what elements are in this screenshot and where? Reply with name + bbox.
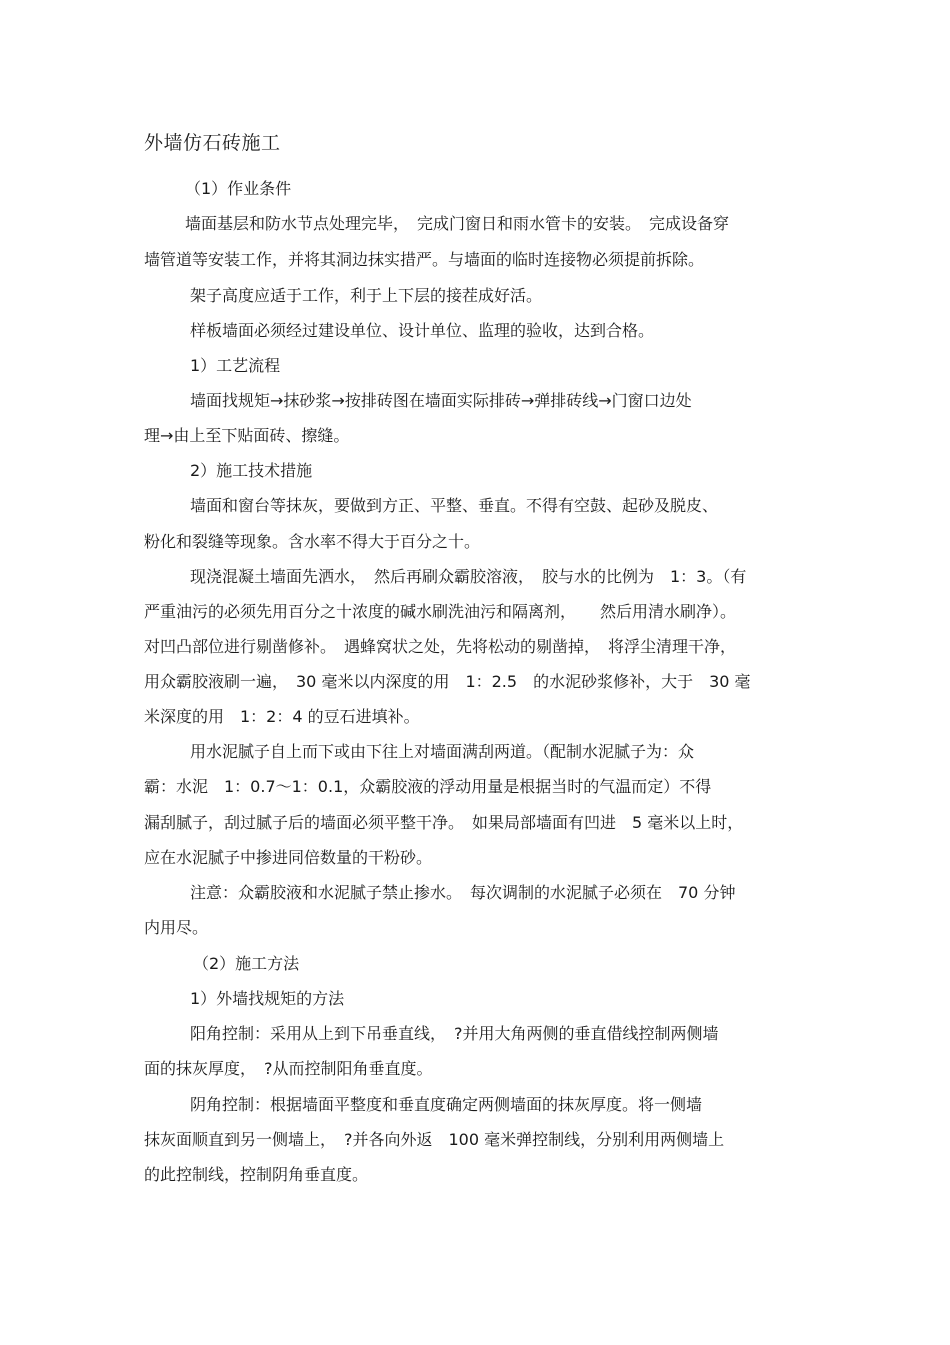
paragraph-line: 现浇混凝土墙面先洒水， 然后再刷众霸胶溶液， 胶与水的比例为 1：3。（有	[190, 567, 747, 586]
page-title: 外墙仿石砖施工	[144, 132, 281, 154]
paragraph-line: 粉化和裂缝等现象。含水率不得大于百分之十。	[144, 532, 481, 551]
paragraph-line: 墙面找规矩→抹砂浆→按排砖图在墙面实际排砖→弹排砖线→门窗口边处	[190, 391, 692, 410]
subsection-heading: 2）施工技术措施	[190, 461, 313, 480]
paragraph-line: 阳角控制：采用从上到下吊垂直线， ?并用大角两侧的垂直借线控制两侧墙	[190, 1024, 719, 1043]
paragraph-line: 墙管道等安装工作，并将其洞边抹实措严。与墙面的临时连接物必须提前拆除。	[144, 250, 705, 269]
paragraph-line: 用众霸胶液刷一遍， 30 毫米以内深度的用 1：2.5 的水泥砂浆修补，大于 30 毫	[144, 672, 751, 691]
paragraph-line: 内用尽。	[144, 918, 209, 937]
paragraph-line: 抹灰面顺直到另一侧墙上， ?并各向外返 100 毫米弹控制线，分别利用两侧墙上	[144, 1130, 725, 1149]
paragraph-line: 对凹凸部位进行剔凿修补。 遇蜂窝状之处，先将松动的剔凿掉， 将浮尘清理干净，	[144, 637, 737, 656]
section-heading: （1）作业条件	[185, 179, 292, 198]
paragraph-line: 面的抹灰厚度， ?从而控制阳角垂直度。	[144, 1059, 433, 1078]
paragraph-line: 墙面基层和防水节点处理完毕， 完成门窗日和雨水管卡的安装。 完成设备穿	[185, 214, 730, 233]
paragraph-line: 漏刮腻子，刮过腻子后的墙面必须平整干净。 如果局部墙面有凹进 5 毫米以上时，	[144, 813, 744, 832]
paragraph-line: 用水泥腻子自上而下或由下往上对墙面满刮两道。（配制水泥腻子为：众	[190, 742, 695, 761]
paragraph-line: 墙面和窗台等抹灰，要做到方正、平整、垂直。不得有空鼓、起砂及脱皮、	[190, 496, 719, 515]
paragraph-line: 米深度的用 1：2：4 的豆石进填补。	[144, 707, 420, 726]
paragraph-line: 的此控制线，控制阴角垂直度。	[144, 1165, 369, 1184]
paragraph-line: 严重油污的必须先用百分之十浓度的碱水刷洗油污和隔离剂， 然后用清水刷净）。	[144, 602, 737, 621]
paragraph-line: 样板墙面必须经过建设单位、设计单位、监理的验收，达到合格。	[190, 321, 655, 340]
paragraph-line: 应在水泥腻子中掺进同倍数量的干粉砂。	[144, 848, 433, 867]
paragraph-line: 注意：众霸胶液和水泥腻子禁止掺水。 每次调制的水泥腻子必须在 70 分钟	[190, 883, 736, 902]
subsection-heading: 1）外墙找规矩的方法	[190, 989, 345, 1008]
paragraph-line: 阴角控制：根据墙面平整度和垂直度确定两侧墙面的抹灰厚度。将一侧墙	[190, 1095, 703, 1114]
paragraph-line: 霸：水泥 1：0.7～1：0.1，众霸胶液的浮动用量是根据当时的气温而定）不得	[144, 777, 712, 796]
section-heading: （2）施工方法	[193, 954, 300, 973]
subsection-heading: 1）工艺流程	[190, 356, 281, 375]
paragraph-line: 理→由上至下贴面砖、擦缝。	[144, 426, 350, 445]
paragraph-line: 架子高度应适于工作，利于上下层的接茬成好活。	[190, 286, 543, 305]
